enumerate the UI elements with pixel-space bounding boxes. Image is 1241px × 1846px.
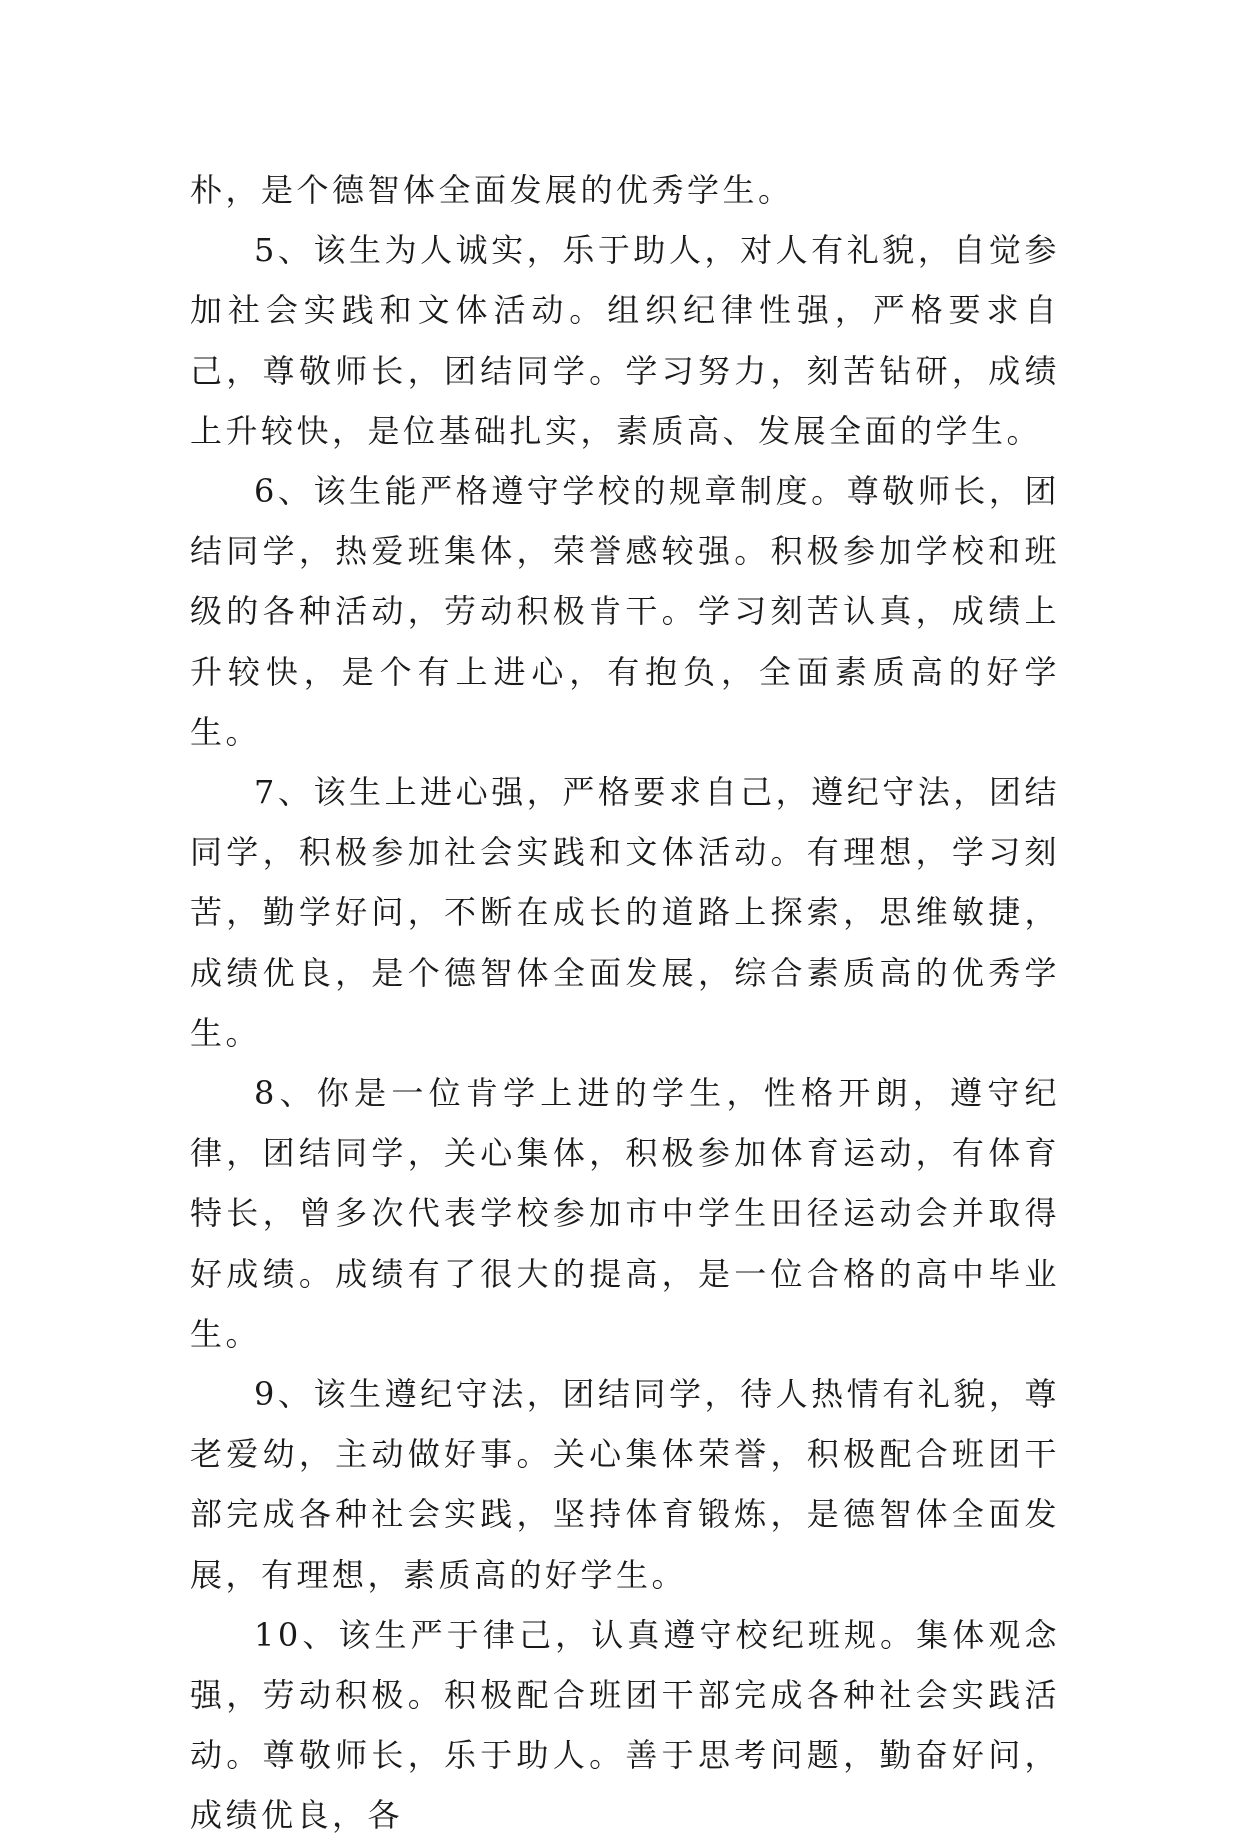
paragraph-item-7: 7、该生上进心强，严格要求自己，遵纪守法，团结同学，积极参加社会实践和文体活动。有理想，学习刻苦，勤学好问，不断在成长的道路上探索，思维敏捷，成绩优良，是个德智体全面发展，综合素质高的优秀学生。 <box>190 773 1060 1052</box>
paragraph-item-5: 5、该生为人诚实，乐于助人，对人有礼貌，自觉参加社会实践和文体活动。组织纪律性强，严格要求自己，尊敬师长，团结同学。学习努力，刻苦钻研，成绩上升较快，是位基础扎实，素质高、发展全面的学生。 <box>190 231 1060 450</box>
paragraph-continuation: 朴，是个德智体全面发展的优秀学生。 <box>190 171 794 209</box>
document-body <box>190 160 1060 1846</box>
paragraph-item-6: 6、该生能严格遵守学校的规章制度。尊敬师长，团结同学，热爱班集体，荣誉感较强。积极参加学校和班级的各种活动，劳动积极肯干。学习刻苦认真，成绩上升较快，是个有上进心，有抱负，全面素质高的好学生。 <box>190 472 1060 751</box>
paragraph-item-10: 10、该生严于律己，认真遵守校纪班规。集体观念强，劳动积极。积极配合班团干部完成各种社会实践活动。尊敬师长，乐于助人。善于思考问题，勤奋好问，成绩优良，各 <box>190 1615 1060 1835</box>
paragraph-item-8: 8、你是一位肯学上进的学生，性格开朗，遵守纪律，团结同学，关心集体，积极参加体育运动，有体育特长，曾多次代表学校参加市中学生田径运动会并取得好成绩。成绩有了很大的提高，是一位合格的高中毕业生。 <box>190 1074 1060 1353</box>
paragraph-item-9: 9、该生遵纪守法，团结同学，待人热情有礼貌，尊老爱幼，主动做好事。关心集体荣誉，积极配合班团干部完成各种社会实践，坚持体育锻炼，是德智体全面发展，有理想，素质高的好学生。 <box>190 1375 1060 1594</box>
